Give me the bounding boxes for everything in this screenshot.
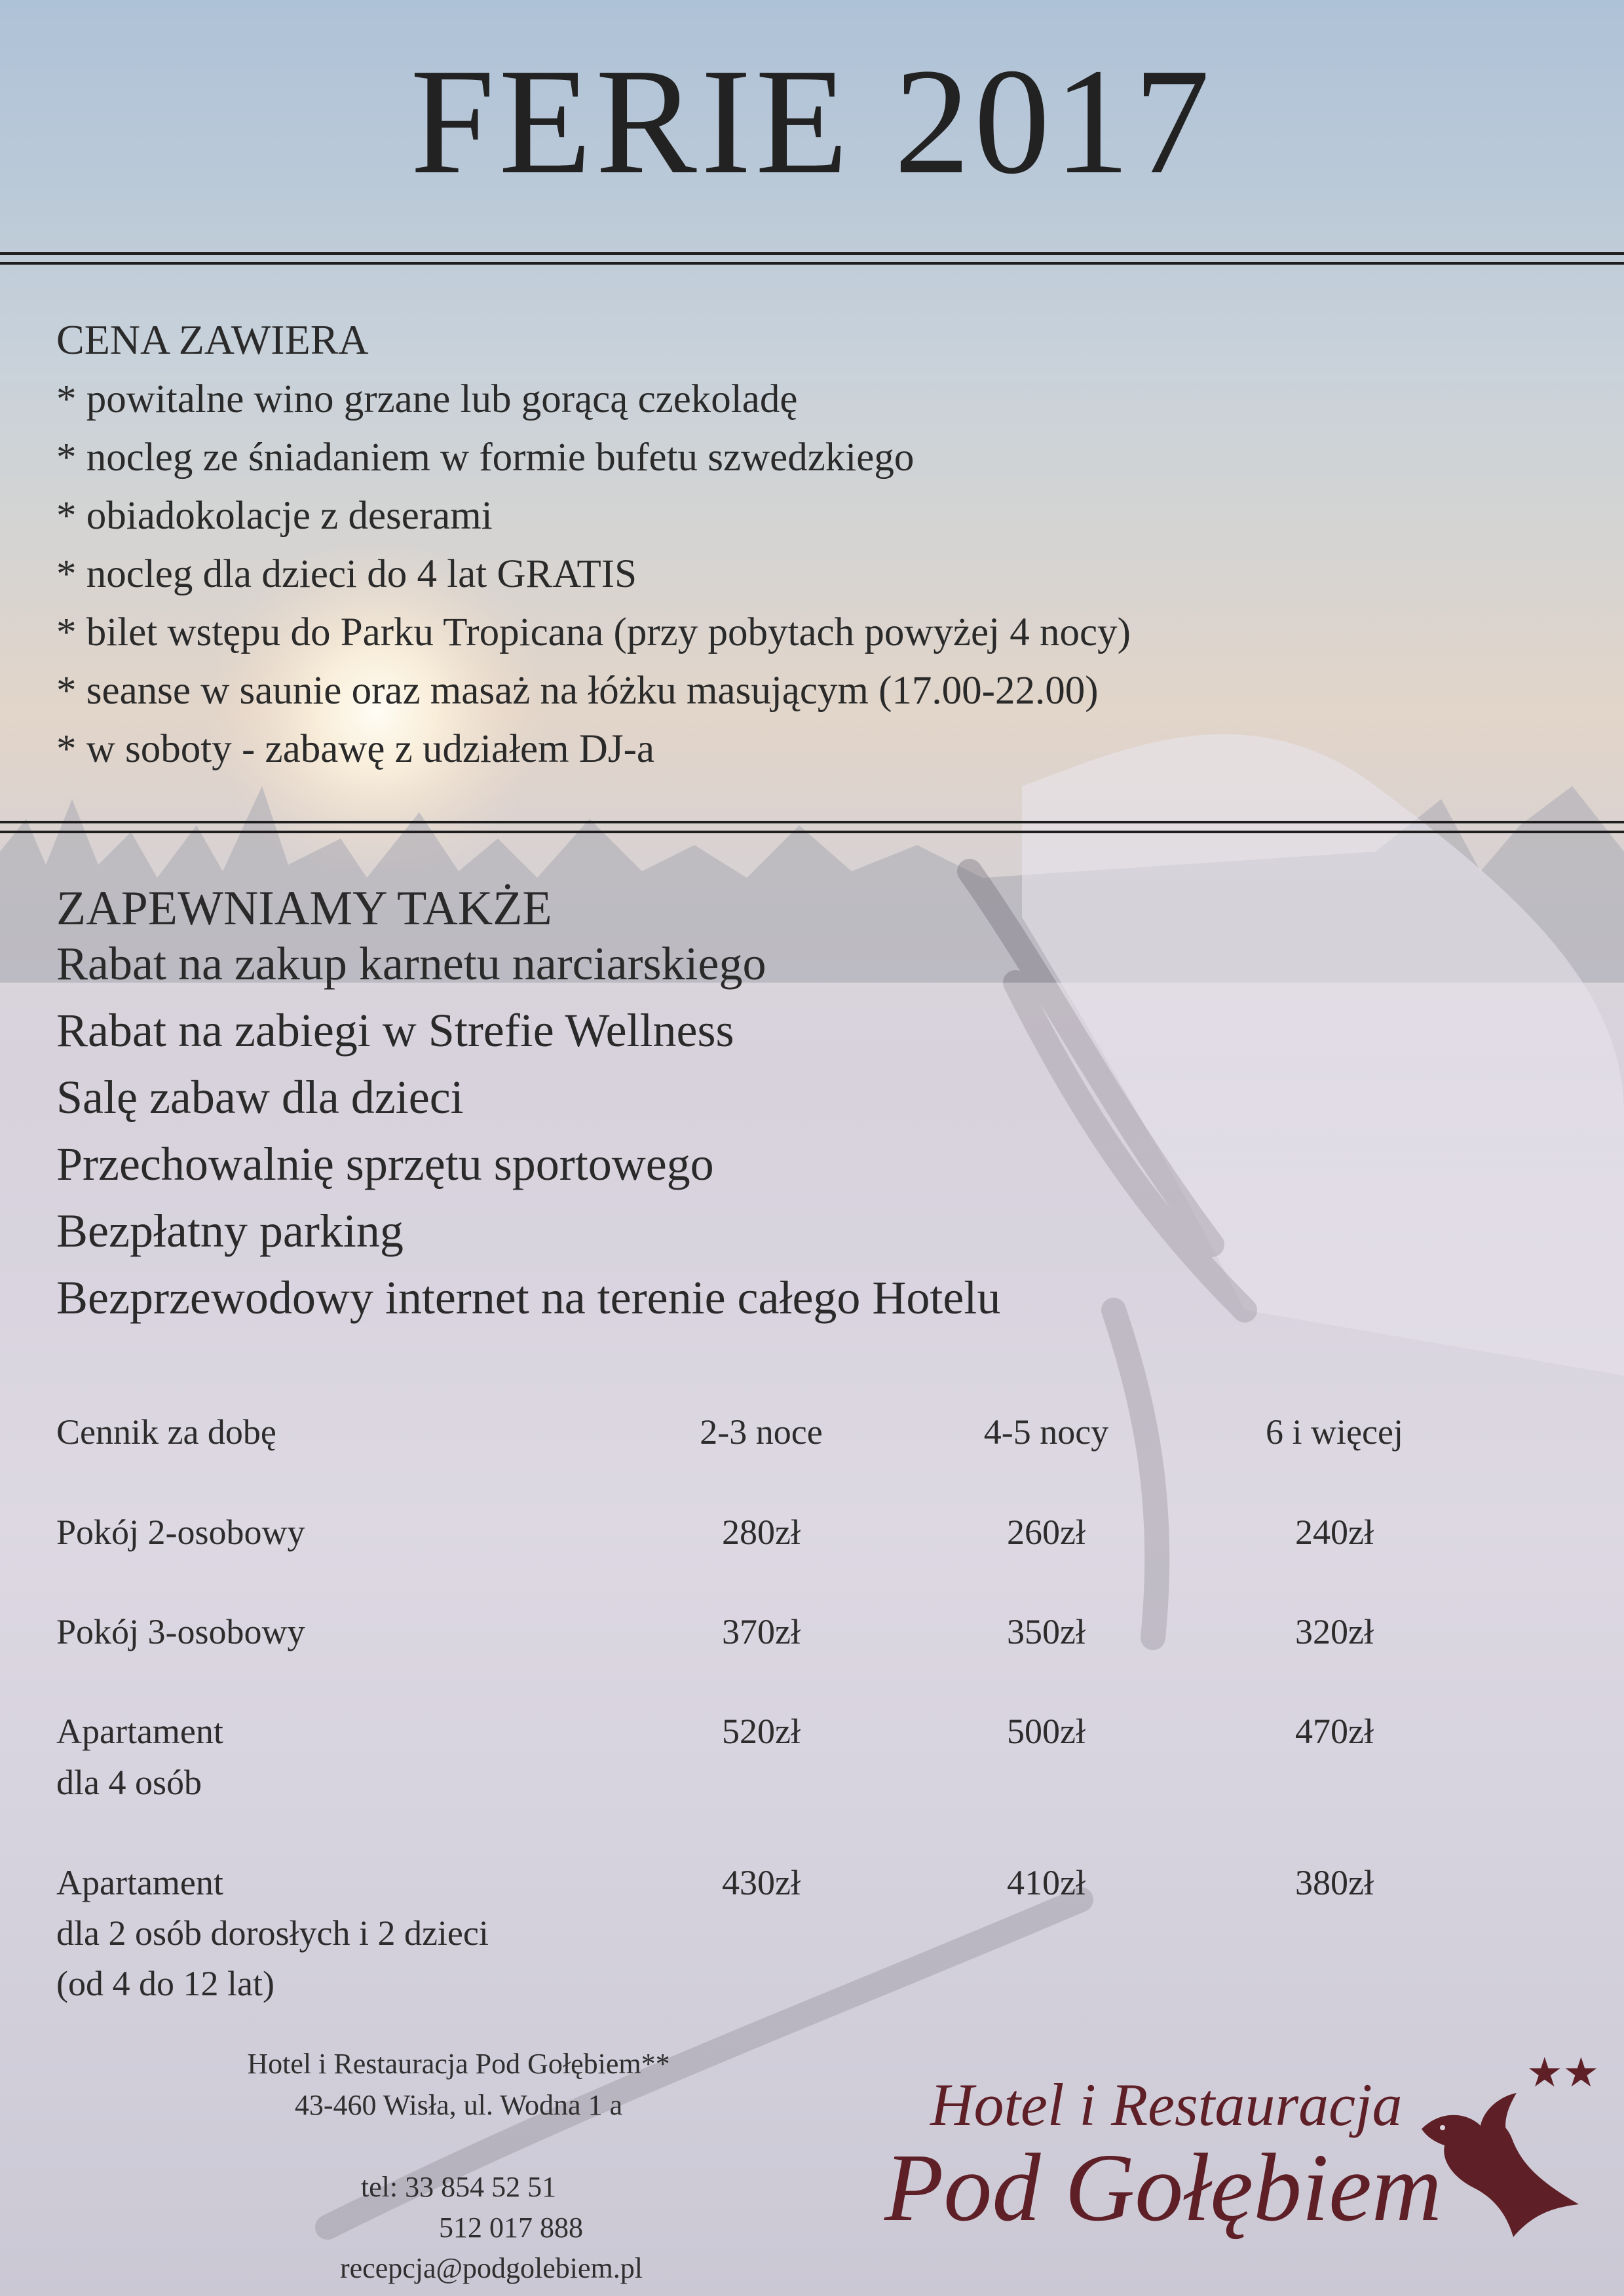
list-item: * bilet wstępu do Parku Tropicana (przy pobytach powyżej 4 nocy) [56, 611, 1131, 654]
divider-top-1 [0, 252, 1624, 255]
hotel-name: Hotel i Restauracja Pod Gołębiem** [247, 2048, 670, 2080]
list-item: * obiadokolacje z deserami [56, 494, 493, 538]
list-item: Salę zabaw dla dzieci [56, 1071, 464, 1123]
logo-stars: ★★ [1526, 2048, 1600, 2096]
price-cell: 500zł [1007, 1712, 1086, 1751]
room-name: Apartament [56, 1712, 223, 1751]
dove-icon [1408, 2048, 1600, 2247]
phone: tel: 33 854 52 51 [360, 2171, 557, 2203]
room-name-detail: (od 4 do 12 lat) [56, 1964, 274, 2003]
price-cell: 260zł [1007, 1513, 1086, 1552]
list-item: * seanse w saunie oraz masaż na łóżku masującym (17.00-22.00) [56, 669, 1099, 713]
divider-top-2 [0, 262, 1624, 265]
price-cell: 470zł [1295, 1712, 1374, 1751]
includes-heading: CENA ZAWIERA [56, 316, 369, 363]
column-header: 2-3 noce [700, 1412, 823, 1452]
list-item: * nocleg dla dzieci do 4 lat GRATIS [56, 552, 637, 596]
column-header: 6 i więcej [1266, 1412, 1403, 1452]
price-cell: 410zł [1007, 1863, 1086, 1902]
extras-list [56, 930, 1000, 1331]
page-title: FERIE 2017 [410, 37, 1214, 206]
price-cell: 520zł [722, 1712, 801, 1751]
price-cell: 350zł [1007, 1612, 1086, 1651]
email-link[interactable]: recepcja@podgolebiem.pl [340, 2252, 643, 2284]
room-name-detail: dla 4 osób [56, 1763, 202, 1802]
price-table-label: Cennik za dobę [56, 1412, 276, 1452]
price-cell: 240zł [1295, 1513, 1374, 1552]
price-cell: 320zł [1295, 1612, 1374, 1651]
list-item: Bezpłatny parking [56, 1205, 404, 1257]
list-item: * w soboty - zabawę z udziałem DJ-a [56, 727, 654, 771]
room-name-detail: dla 2 osób dorosłych i 2 dzieci [56, 1913, 489, 1953]
room-name: Pokój 3-osobowy [56, 1612, 305, 1651]
address: 43-460 Wisła, ul. Wodna 1 a [294, 2089, 623, 2121]
price-cell: 280zł [722, 1513, 801, 1552]
room-name: Apartament [56, 1863, 223, 1902]
includes-list [56, 370, 1131, 778]
logo-line2: Pod Gołębiem [884, 2134, 1442, 2242]
extras-heading: ZAPEWNIAMY TAKŻE [56, 882, 552, 935]
logo-line1: Hotel i Restauracja [930, 2071, 1403, 2138]
list-item: * powitalne wino grzane lub gorącą czekoladę [56, 377, 798, 421]
price-cell: 370zł [722, 1612, 801, 1651]
price-cell: 430zł [722, 1863, 801, 1902]
list-item: * nocleg ze śniadaniem w formie bufetu szwedzkiego [56, 436, 915, 480]
price-cell: 380zł [1295, 1863, 1374, 1902]
divider-mid-1 [0, 821, 1624, 823]
phone-secondary: 512 017 888 [439, 2211, 583, 2244]
list-item: Rabat na zabiegi w Strefie Wellness [56, 1004, 734, 1057]
hotel-logo [871, 2048, 1600, 2247]
list-item: Rabat na zakup karnetu narciarskiego [56, 937, 766, 990]
column-header: 4-5 nocy [983, 1412, 1109, 1452]
list-item: Przechowalnię sprzętu sportowego [56, 1138, 714, 1190]
divider-mid-2 [0, 831, 1624, 833]
list-item: Bezprzewodowy internet na terenie całego Hotelu [56, 1271, 1001, 1324]
room-name: Pokój 2-osobowy [56, 1513, 305, 1552]
